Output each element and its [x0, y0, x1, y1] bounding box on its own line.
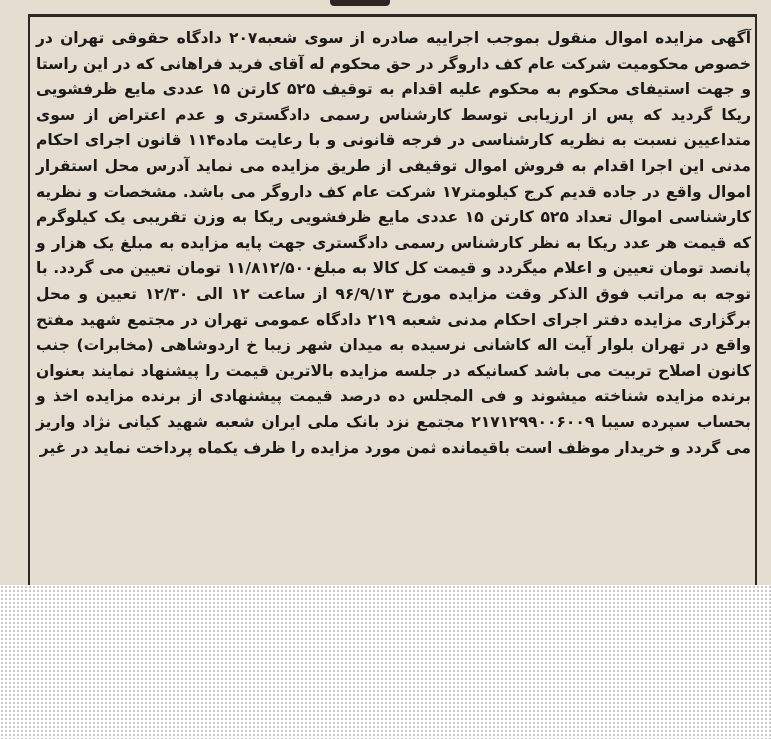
auction-notice-text: آگهی مزایده اموال منقول بموجب اجراییه صادره از سوی شعبه۲۰۷ دادگاه حقوقی تهران در خصوص محکومیت شرکت عام کف داروگر در حق محکوم له آقای فرید فراهانی که در این راستا و جهت استیفای محکوم به محکوم علیه اقدام به توقیف ۵۲۵ کارتن ۱۵ عددی مایع ظرفشویی ریکا گردید که پس از ارزیابی توسط کارشناس رسمی دادگستری و عدم اعتراض از سوی متداعیین نسبت به نظریه کارشناسی در فرجه قانونی و با رعایت ماده۱۱۴ قانون اجرای احکام مدنی این اجرا اقدام به فروش اموال توقیفی از طریق مزایده می نماید آدرس محل استقرار اموال واقع در جاده قدیم کرج کیلومتر۱۷ شرکت عام کف داروگر می باشد. مشخصات و نظریه کارشناسی اموال تعداد ۵۲۵ کارتن ۱۵ عددی مایع ظرفشویی ریکا به وزن تقریبی یک کیلوگرم که قیمت هر عدد ریکا به نظر کارشناس رسمی دادگستری جهت پایه مزایده به مبلغ یک هزار و پانصد تومان تعیین و اعلام میگردد و قیمت کل کالا به مبلغ۱۱/۸۱۲/۵۰۰ تومان تعیین می گردد. با توجه به مراتب فوق الذکر وقت مزایده مورخ ۹۶/۹/۱۳ از ساعت ۱۲ الی ۱۲/۳۰ تعیین و محل برگزاری مزایده دفتر اجرای احکام مدنی شعبه ۲۱۹ دادگاه عمومی تهران در مجتمع شهید مفتح واقع در تهران بلوار آیت اله کاشانی نرسیده به میدان شهر زیبا خ اردوشاهی (مخابرات) جنب کانون اصلاح تربیت می باشد کسانیکه در جلسه مزایده بالاترین قیمت را پیشنهاد نمایند بعنوان برنده مزایده شناخته میشوند و فی المجلس ده درصد قیمت پیشنهادی از برنده مزایده اخذ و بحساب سپرده سیبا ۲۱۷۱۲۹۹۰۰۶۰۰۹ مجتمع نزد بانک ملی ایران شعبه شهید کیانی نژاد واریز می گردد و خریدار موظف است باقیمانده ثمن مورد مزایده را ظرف یکماه پرداخت نماید در غیر [36, 29, 752, 457]
image-cutoff-area [0, 585, 771, 739]
left-border-rule [28, 14, 30, 585]
heading-fragment [330, 0, 390, 6]
top-border-rule [28, 14, 757, 17]
right-border-rule [755, 14, 757, 585]
